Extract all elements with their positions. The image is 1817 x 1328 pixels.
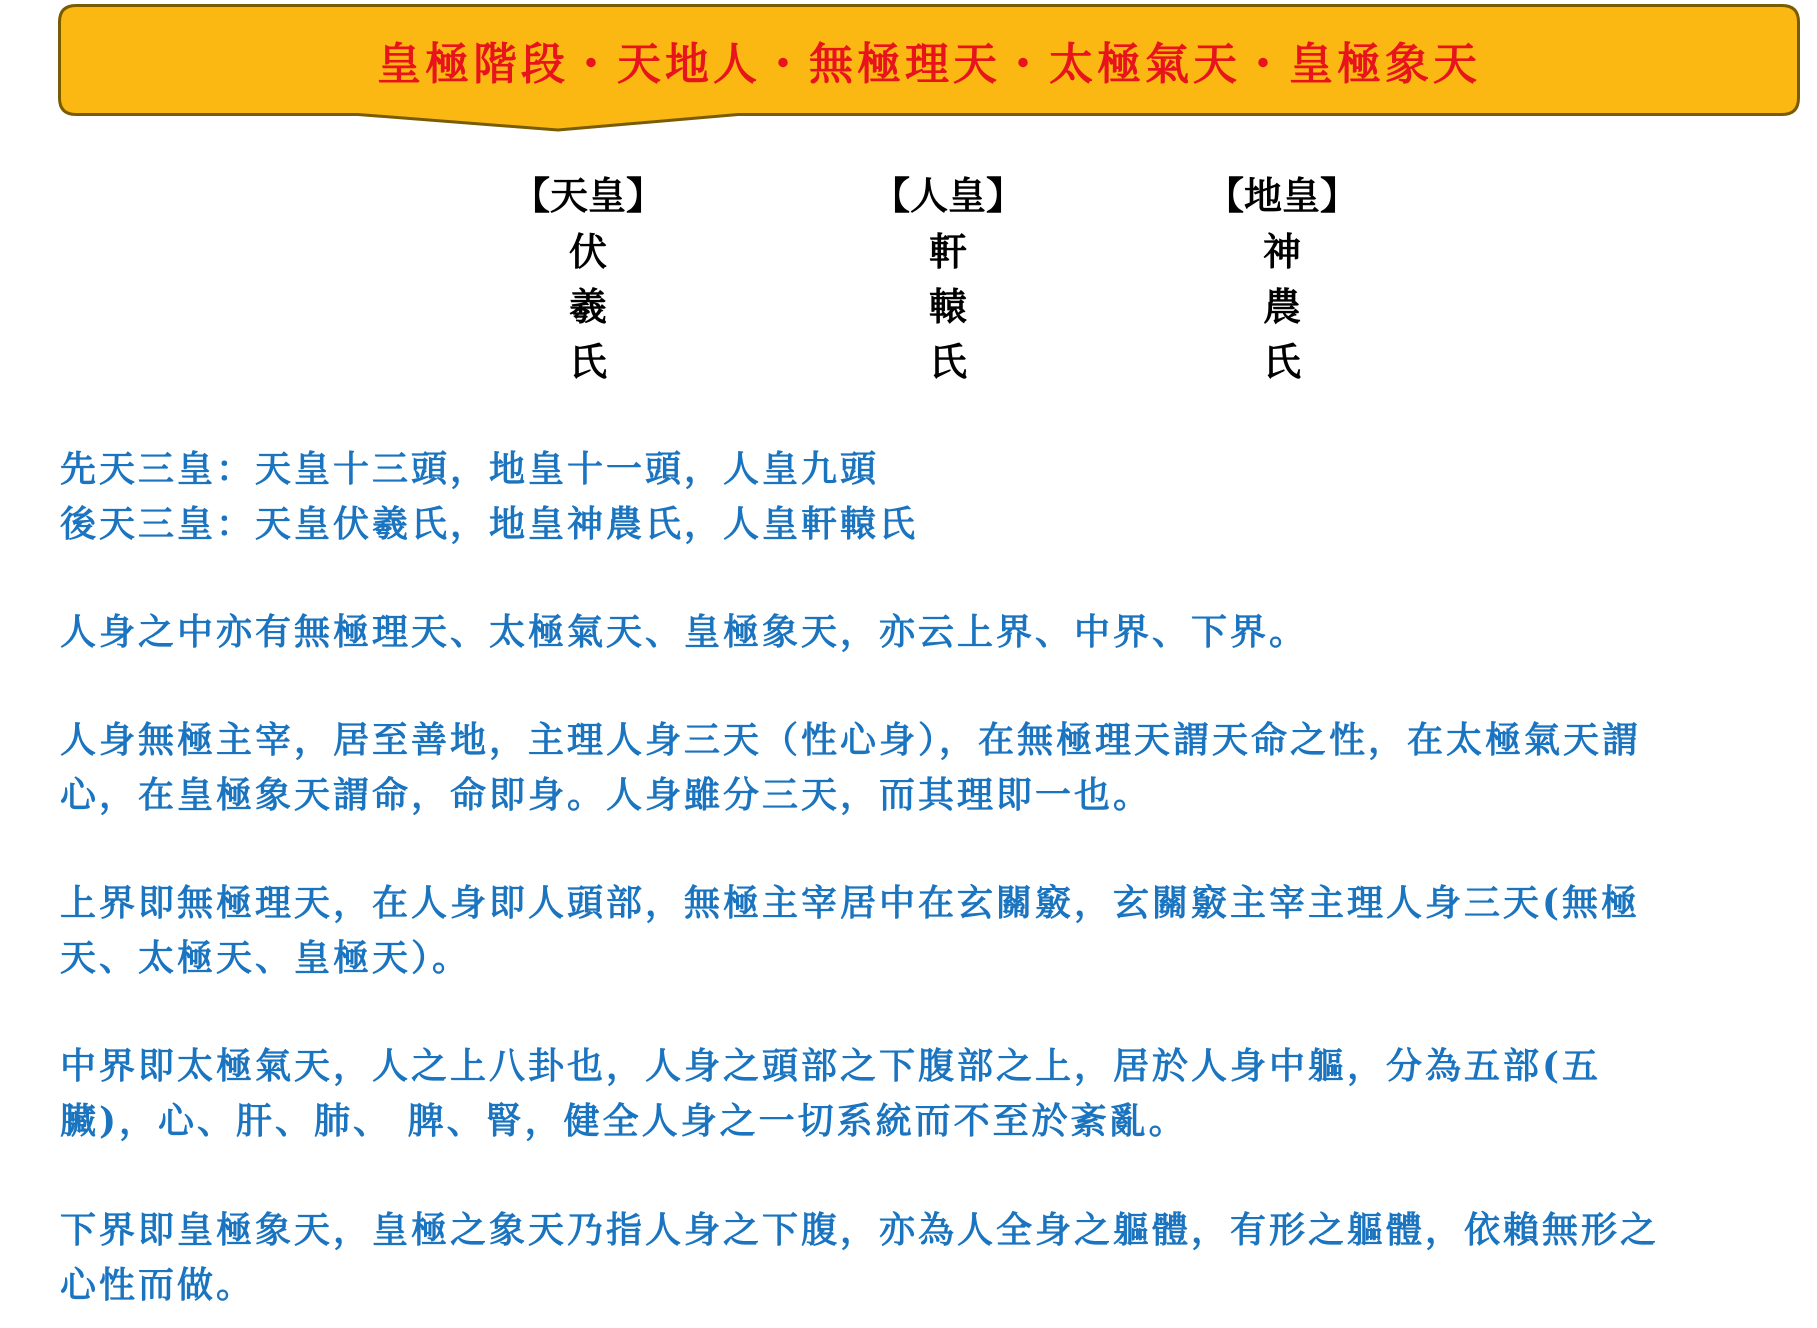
emperor-earth-char: 氏 [1262, 339, 1301, 384]
text-line: 天、太極天、皇極天）。 [60, 937, 472, 979]
emperor-human-char: 氏 [928, 339, 967, 384]
emperor-human-char: 軒 [928, 229, 967, 274]
three-sovereigns-paragraph [60, 442, 1760, 552]
text-line: 人身之中亦有無極理天、太極氣天、皇極象天，亦云上界、中界、下界。 [60, 611, 1309, 653]
text-line: 人身無極主宰，居至善地，主理人身三天（性心身），在無極理天謂天命之性，在太極氣天謂 [60, 719, 1642, 761]
emperor-heaven [488, 168, 688, 389]
text-line: 心性而做。 [60, 1264, 256, 1306]
three-heavens-paragraph [60, 605, 1760, 660]
title-banner [58, 4, 1800, 116]
emperor-earth-heading: 【地皇】 [1205, 173, 1358, 218]
text-line: 臟)，心、肝、肺、 脾、腎，健全人身之一切系統而不至於紊亂。 [60, 1100, 1188, 1142]
emperor-earth [1182, 168, 1382, 389]
emperor-human-char: 轅 [928, 284, 967, 329]
text-line: 中界即太極氣天，人之上八卦也，人身之頭部之下腹部之上，居於人身中軀，分為五部(五 [60, 1045, 1602, 1087]
emperor-heaven-char: 氏 [568, 339, 607, 384]
upper-realm-paragraph [60, 876, 1760, 986]
text-line: 先天三皇：天皇十三頭，地皇十一頭，人皇九頭 [60, 448, 880, 490]
text-line: 後天三皇：天皇伏羲氏，地皇神農氏，人皇軒轅氏 [60, 503, 919, 545]
emperor-heaven-char: 羲 [568, 284, 607, 329]
banner-title: 皇極階段・天地人・無極理天・太極氣天・皇極象天 [377, 39, 1481, 90]
text-line: 上界即無極理天，在人身即人頭部，無極主宰居中在玄關竅，玄關竅主宰主理人身三天(無極 [60, 882, 1641, 924]
middle-realm-paragraph [60, 1039, 1760, 1149]
emperor-earth-char: 農 [1262, 284, 1301, 329]
emperor-heaven-char: 伏 [568, 229, 607, 274]
lower-realm-paragraph [60, 1203, 1760, 1313]
text-line: 心，在皇極象天謂命，命即身。人身雖分三天，而其理即一也。 [60, 774, 1153, 816]
emperor-human-heading: 【人皇】 [871, 173, 1024, 218]
emperor-earth-char: 神 [1262, 229, 1301, 274]
wuji-master-paragraph [60, 713, 1760, 823]
text-line: 下界即皇極象天，皇極之象天乃指人身之下腹，亦為人全身之軀體，有形之軀體，依賴無形之 [60, 1209, 1660, 1251]
emperor-heaven-heading: 【天皇】 [511, 173, 664, 218]
emperor-human [848, 168, 1048, 389]
